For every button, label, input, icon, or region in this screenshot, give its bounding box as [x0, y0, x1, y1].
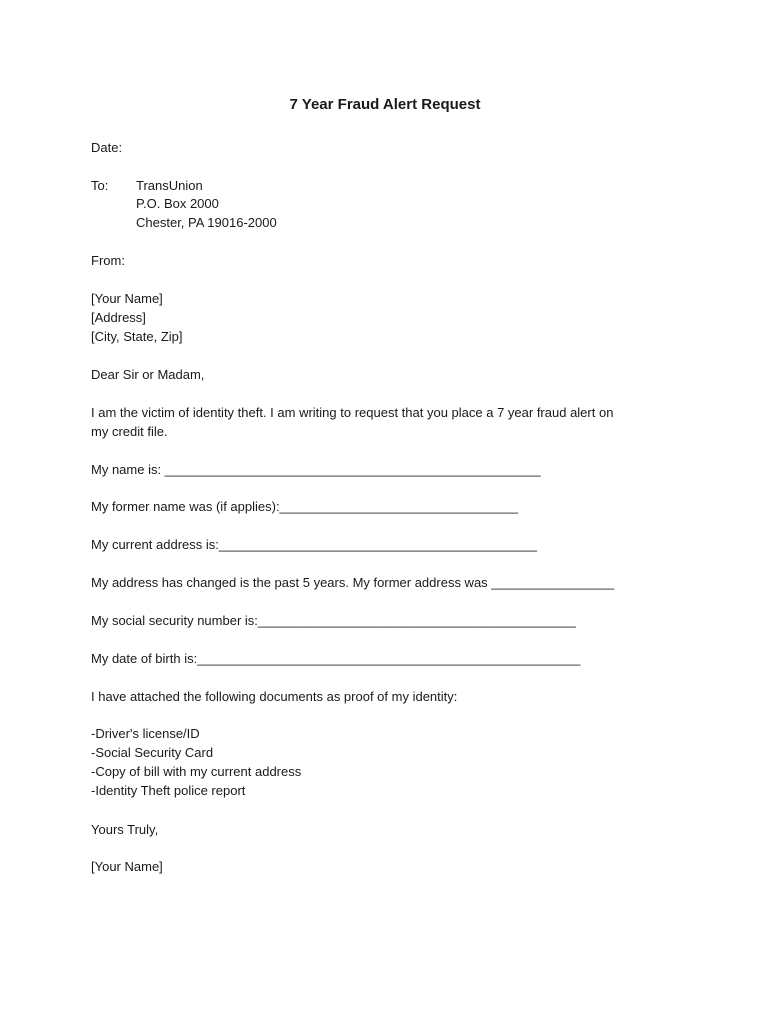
sender-name: [Your Name]	[91, 291, 163, 306]
former-name-field: My former name was (if applies):_________________________________	[91, 499, 519, 514]
page-title: 7 Year Fraud Alert Request	[289, 96, 481, 113]
recipient-city: Chester, PA 19016-2000	[136, 215, 277, 230]
date-label: Date:	[91, 140, 123, 155]
dob-field: My date of birth is:_____________________________________________________	[91, 651, 581, 666]
salutation: Dear Sir or Madam,	[91, 367, 205, 382]
to-label: To:	[91, 178, 109, 193]
recipient-address: P.O. Box 2000	[136, 196, 219, 211]
address-changed-field: My address has changed is the past 5 years. My former address was _________________	[91, 575, 615, 590]
document-item: -Driver's license/ID	[91, 726, 200, 741]
sender-address: [Address]	[91, 310, 146, 325]
name-field: My name is: ____________________________________________________	[91, 462, 541, 477]
current-address-field: My current address is:____________________________________________	[91, 537, 537, 552]
body-line-2: my credit file.	[91, 424, 168, 439]
from-label: From:	[91, 253, 125, 268]
attached-intro: I have attached the following documents as proof of my identity:	[91, 689, 458, 704]
sender-city: [City, State, Zip]	[91, 329, 183, 344]
signature: [Your Name]	[91, 859, 163, 874]
document-item: -Identity Theft police report	[91, 783, 246, 798]
body-line-1: I am the victim of identity theft. I am writing to request that you place a 7 year fraud alert on	[91, 405, 614, 420]
document-item: -Copy of bill with my current address	[91, 764, 302, 779]
closing: Yours Truly,	[91, 822, 159, 837]
document-item: -Social Security Card	[91, 745, 214, 760]
ssn-field: My social security number is:____________________________________________	[91, 613, 576, 628]
recipient-name: TransUnion	[136, 178, 203, 193]
